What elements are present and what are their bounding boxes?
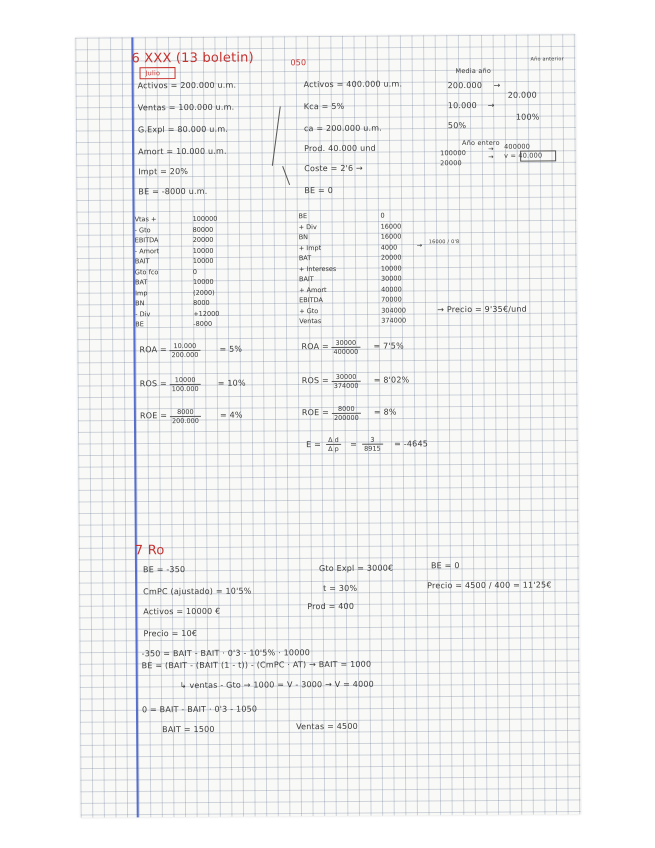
ex7-precio: Precio = 10€ xyxy=(143,628,198,639)
mid-ca: ca = 200.000 u.m. xyxy=(303,123,383,134)
ex7-calc-1: -350 = BAIT - BAIT · 0'3 - 10'5% · 10000 xyxy=(141,648,311,659)
row-value: 16000 xyxy=(380,232,402,241)
roe-right-label: ROE = xyxy=(301,407,330,418)
row-label: + Gto xyxy=(299,306,319,315)
ex7-activos: Activos = 10000 € xyxy=(143,606,221,617)
row-label: BE xyxy=(135,320,144,329)
bracket-stroke xyxy=(282,166,290,185)
roe-left-fraction: $\frac{8000}{200.000}$ xyxy=(170,408,201,425)
mid-kca: Kca = 5% xyxy=(303,101,345,112)
given-be: BE = -8000 u.m. xyxy=(138,186,208,197)
media-r1b: 20.000 xyxy=(507,90,537,100)
mid-be: BE = 0 xyxy=(304,185,334,196)
media-r1a: 200.000 xyxy=(447,80,483,91)
roa-right-result: = 7'5% xyxy=(373,341,404,351)
row-label: EBITDA xyxy=(299,296,323,305)
roa-right-label: ROA = xyxy=(301,341,329,352)
row-label: BE xyxy=(298,212,308,221)
roa-left-result: = 5% xyxy=(219,344,243,354)
ex7-precio-calc: Precio = 4500 / 400 = 11'25€ xyxy=(427,580,552,591)
row-value: +12000 xyxy=(193,309,220,318)
row-value: 80000 xyxy=(192,225,214,234)
given-activos: Activos = 200.000 u.m. xyxy=(137,80,237,91)
roe-right-fraction: $\frac{8000}{200000}$ xyxy=(332,405,361,422)
ex7-be: BE = -350 xyxy=(142,564,186,575)
roa-left-fraction: $\frac{10.000}{200.000}$ xyxy=(169,342,200,359)
ros-left-label: ROS = xyxy=(139,379,167,389)
media-r2a: 10.000 xyxy=(447,100,478,111)
row-label: + Div xyxy=(298,222,317,231)
roa-left-label: ROA = xyxy=(139,345,167,355)
table-row xyxy=(299,316,449,328)
elasticity-result: = -4645 xyxy=(394,439,429,449)
notebook-page: 6 XXX (13 boletin) Julio 050 Año anterior Activos = 200.000 u.m. Ventas = 100.000 u.m. G.Expl = 80.000 u.m. Amort = 10.000 u.m. Impt = 20% BE = -8000 u.m. Activos = 400.000 u.m. Kca = 5% ca = 200.000 u.m. Prod. 40.000 und Coste = 2'6 → BE = 0 Media año 200.000 → 20.000 10.000 → 100% 50% Año entero 100000 → 400000 20000 → v = 40.000 Vtas + 100000 - Gto 80000 EBITDA 20000 - Amort 10000 BAIT 10000 Gto fco 0 BAT 10000 Imp (2000) BN 8000 - Div +12000 BE -8000 BE 0 + Div 16000 BN 16000 + Impt 4000 BAT 20000 + Intereses 10000 BAIT 30000 + Amort 40000 EBITDA 70000 + Gto 304000 Ventas 374000 → 16000 / 0'8 → Precio = 9'35€/und ROA = $\frac{10.000}{200.000}$ = 5% ROS = $\frac{10000}{100.000}$ = 10% ROE = $\frac{8000}{200.000}$ = 4% ROA = $\frac{30000}{400000}$ = 7'5% ROS = $\frac{30000}{374000}$ = 8'02% ROE = $\frac{8000}{200000}$ = 8% E = $\frac{\text{Δ d}}{\text{Δ p}}$ = $\frac{3}{8915}$ = -4645 7 Ro BE = -350 CmPC (ajustado) = 10'5% Activos = 10000 € Precio = 10€ Gto Expl = 3000€ t = 30% Prod = 400 BE = 0 Precio = 4500 / 400 = 11'25€ -350 = BAIT - BAIT · 0'3 - 10'5% · 10000 BE = (BAIT - (BAIT (1 - t)) - (CmPC · AT) → BAIT = 1000 ↳ ventas - Gto → 1000 = V - 3000 → V = 4000 0 = BAIT - BAIT · 0'3 - 1050 BAIT = 1500 Ventas = 4500 xyxy=(75,34,580,817)
given-gexpl: G.Expl = 80.000 u.m. xyxy=(137,124,229,135)
row-value: 304000 xyxy=(381,305,407,315)
ex7-gto: Gto Expl = 3000€ xyxy=(318,563,394,574)
given-ventas: Ventas = 100.000 u.m. xyxy=(137,102,235,113)
row-value: 0 xyxy=(192,267,198,276)
table-row xyxy=(135,319,265,330)
row-value: 10000 xyxy=(380,263,402,273)
row-value: 4000 xyxy=(380,243,398,252)
ros-right-label: ROS = xyxy=(301,375,329,386)
elasticity-fraction-2: $\frac{3}{8915}$ xyxy=(362,436,383,453)
ex7-ventas: Ventas = 4500 xyxy=(296,721,358,732)
roe-right-result: = 8% xyxy=(373,407,397,417)
ano-r4b: 400000 xyxy=(504,142,531,151)
row-value: 16000 xyxy=(380,221,402,231)
elasticity-fraction-1: $\frac{\text{Δ d}}{\text{Δ p}}$ xyxy=(328,435,339,453)
ros-right-fraction: $\frac{30000}{374000}$ xyxy=(332,373,361,390)
media-r2b: 100% xyxy=(515,112,540,122)
row-label: BAIT xyxy=(298,275,314,284)
row-label: Vtas + xyxy=(134,215,157,224)
row-value: 374000 xyxy=(381,316,407,325)
ano-r5a: 20000 xyxy=(440,159,462,168)
row-label: Imp xyxy=(135,288,148,297)
exercise-6-code: 050 xyxy=(290,58,307,68)
row-label: BN xyxy=(135,299,145,308)
exercise-7-header: 7 Ro xyxy=(134,543,165,559)
media-r3: 50% xyxy=(447,121,467,131)
exercise-6-header: 6 XXX (13 boletin) xyxy=(131,50,254,67)
media-label: Media año xyxy=(455,66,492,76)
row-label: - Gto xyxy=(134,225,151,234)
bracket-stroke xyxy=(272,106,281,166)
row-value: 30000 xyxy=(380,274,402,283)
roa-right-fraction: $\frac{30000}{400000}$ xyxy=(331,339,360,356)
row-value: 20000 xyxy=(380,253,402,262)
row-label: BN xyxy=(298,233,309,242)
ano-entero: Año entero xyxy=(462,138,500,148)
table-left xyxy=(134,214,265,329)
given-impt: Impt = 20% xyxy=(138,166,189,177)
given-amort: Amort = 10.000 u.m. xyxy=(138,146,227,157)
roe-left-result: = 4% xyxy=(219,410,243,420)
row-value: 10000 xyxy=(192,277,214,286)
row-value: 100000 xyxy=(192,214,218,223)
ros-left-result: = 10% xyxy=(217,378,246,388)
row-value: 70000 xyxy=(381,295,402,304)
mid-coste: Coste = 2'6 → xyxy=(304,163,363,174)
row-label: - Amort xyxy=(134,246,160,255)
row-label: BAIT xyxy=(134,257,150,266)
row-value: 0 xyxy=(380,211,385,220)
ros-left-fraction: $\frac{10000}{100.000}$ xyxy=(170,376,201,393)
row-label: + Impt xyxy=(298,243,322,252)
precio-note: → Precio = 9'35€/und xyxy=(437,304,527,315)
ex7-prod: Prod = 400 xyxy=(307,601,355,612)
side-note: 16000 / 0'8 xyxy=(428,239,460,246)
row-label: EBITDA xyxy=(134,236,159,245)
ex7-cmpc: CmPC (ajustado) = 10'5% xyxy=(143,586,252,597)
ano-r4a: 100000 xyxy=(440,149,467,158)
roe-left-label: ROE = xyxy=(139,411,168,421)
row-label: + Intereses xyxy=(298,264,337,273)
ex7-calc-3: ↳ ventas - Gto → 1000 = V - 3000 → V = 4000 xyxy=(179,679,374,691)
ex7-bait: BAIT = 1500 xyxy=(162,724,215,735)
elasticity-label: E = xyxy=(306,440,322,450)
row-value: 40000 xyxy=(381,284,402,294)
row-value: 10000 xyxy=(192,246,214,255)
row-label: Ventas xyxy=(299,317,322,326)
ex7-be-zero: BE = 0 xyxy=(430,561,460,571)
mid-prod: Prod. 40.000 und xyxy=(304,143,376,154)
row-label: BAT xyxy=(298,254,312,263)
ex7-calc-2: BE = (BAIT - (BAIT (1 - t)) - (CmPC · AT) → BAIT = 1000 xyxy=(141,659,372,671)
exercise-6-sub: Julio xyxy=(145,69,161,78)
ex7-t: t = 30% xyxy=(323,583,358,594)
row-label: Gto fco xyxy=(134,267,159,276)
ros-right-result: = 8'02% xyxy=(373,375,410,385)
ex7-calc-4: 0 = BAIT - BAIT · 0'3 - 1050 xyxy=(141,704,258,715)
row-value: 8000 xyxy=(193,298,210,307)
row-label: - Div xyxy=(135,309,151,318)
row-value: 20000 xyxy=(192,235,214,244)
row-label: BAT xyxy=(134,278,148,287)
ano-r5b: v = 40.000 xyxy=(504,151,543,160)
corner-note: Año anterior xyxy=(530,56,564,63)
row-value: (2000) xyxy=(193,288,215,297)
row-value: 10000 xyxy=(192,256,214,265)
row-value: -8000 xyxy=(193,319,213,328)
mid-activos: Activos = 400.000 u.m. xyxy=(303,79,403,90)
row-label: + Amort xyxy=(299,285,327,294)
